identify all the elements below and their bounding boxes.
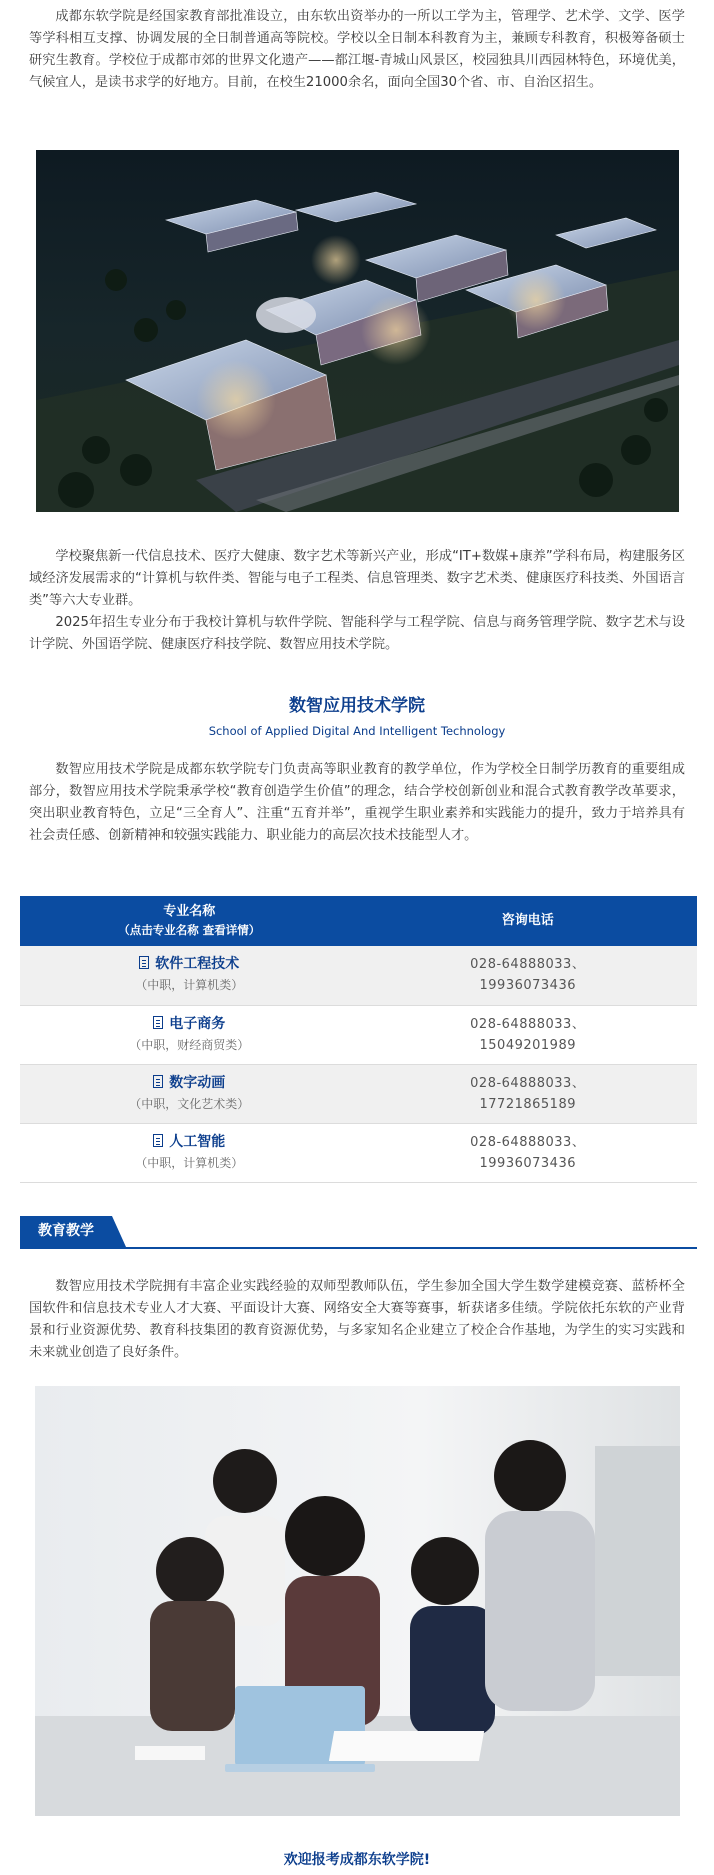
major-link-software-engineering[interactable] — [20, 954, 359, 975]
college-text — [29, 759, 685, 847]
intro-text — [29, 6, 685, 94]
major-name: 人工智能 — [169, 1133, 226, 1150]
document-icon — [153, 1016, 163, 1029]
table-row — [20, 1064, 697, 1123]
campus-aerial-photo — [36, 150, 679, 512]
major-name: 数字动画 — [169, 1074, 226, 1091]
major-cell — [20, 1123, 359, 1182]
phone-mobile: 19936073436 — [479, 1155, 576, 1171]
table-row — [20, 1123, 697, 1182]
header-major-name — [20, 896, 359, 946]
document-icon — [153, 1134, 163, 1147]
phone-landline: 028-64888033、 — [470, 1016, 586, 1032]
major-cell — [20, 1064, 359, 1123]
phone-cell — [359, 1064, 698, 1123]
phone-landline: 028-64888033、 — [470, 1075, 586, 1091]
major-category: （中职，计算机类） — [135, 1155, 244, 1170]
phone-cell — [359, 946, 698, 1005]
teaching-text — [29, 1276, 685, 1364]
phone-mobile: 17721865189 — [479, 1096, 576, 1112]
table-row — [20, 1005, 697, 1064]
major-category: （中职，财经商贸类） — [129, 1037, 250, 1052]
major-cell — [20, 1005, 359, 1064]
college-paragraph: 数智应用技术学院是成都东软学院专门负责高等职业教育的教学单位，作为学校全日制学历教育的重要组成部分，数智应用技术学院秉承学校“教育创造学生价值”的理念，结合学校创新创业和混合式教育教学改革要求，突出职业教育特色，立足“三全育人”、注重“五育并举”，重视学生职业素养和实践能力的提升，致力于培养具有社会责任感、创新精神和较强实践能力、职业能力的高层次技术技能型人才。 — [29, 762, 685, 843]
section-divider — [20, 1247, 697, 1249]
students-photo — [35, 1386, 680, 1816]
college-heading — [0, 695, 714, 739]
college-title-zh: 数智应用技术学院 — [289, 696, 425, 716]
disciplines-paragraph-2: 2025年招生专业分布于我校计算机与软件学院、智能科学与工程学院、信息与商务管理学院、数字艺术与设计学院、外国语学院、健康医疗科技学院、数智应用技术学院。 — [29, 615, 685, 652]
disciplines-paragraph-1: 学校聚焦新一代信息技术、医疗大健康、数字艺术等新兴产业，形成“IT+数媒+康养”学科布局，构建服务区域经济发展需求的“计算机与软件类、智能与电子工程类、信息管理类、数字艺术类、健康医疗科技类、外国语言类”等六大专业群。 — [29, 549, 685, 608]
intro-paragraph: 成都东软学院是经国家教育部批准设立，由东软出资举办的一所以工学为主，管理学、艺术学、文学、医学等学科相互支撑、协调发展的全日制普通高等院校。学校以全日制本科教育为主，兼顾专科教育，积极筹备硕士研究生教育。学校位于成都市郊的世界文化遗产——都江堰-青城山风景区，校园独具川西园林特色，环境优美，气候宜人，是读书求学的好地方。目前，在校生21000余名，面向全国30个省、市、自治区招生。 — [29, 9, 685, 90]
major-link-e-commerce[interactable] — [20, 1014, 359, 1035]
majors-table — [20, 896, 697, 1183]
major-link-digital-animation[interactable] — [20, 1073, 359, 1094]
major-name: 电子商务 — [169, 1015, 226, 1032]
phone-mobile: 15049201989 — [479, 1037, 576, 1053]
major-name: 软件工程技术 — [155, 956, 240, 973]
table-row — [20, 946, 697, 1005]
header-major-hint: （点击专业名称 查看详情） — [118, 923, 261, 937]
header-major-name-label: 专业名称 — [163, 904, 216, 919]
phone-cell — [359, 1123, 698, 1182]
major-cell — [20, 946, 359, 1005]
teaching-paragraph: 数智应用技术学院拥有丰富企业实践经验的双师型教师队伍，学生参加全国大学生数学建模竞赛、蓝桥杯全国软件和信息技术专业人才大赛、平面设计大赛、网络安全大赛等赛事，斩获诸多佳绩。学院依托东软的产业背景和行业资源优势、教育科技集团的教育资源优势，与多家知名企业建立了校企合作基地，为学生的实习实践和未来就业创造了良好条件。 — [29, 1279, 685, 1360]
teaching-section-header — [20, 1216, 697, 1249]
phone-cell — [359, 1005, 698, 1064]
teaching-tag: 教育教学 — [20, 1216, 112, 1247]
college-title-en: School of Applied Digital And Intelligent Technology — [208, 724, 506, 738]
phone-mobile: 19936073436 — [479, 978, 576, 994]
majors-table-header — [20, 896, 697, 946]
disciplines-text — [29, 546, 685, 656]
major-category: （中职，文化艺术类） — [129, 1096, 250, 1111]
document-icon — [153, 1075, 163, 1088]
major-category: （中职，计算机类） — [135, 978, 244, 993]
header-consult-phone: 咨询电话 — [359, 896, 698, 946]
major-link-artificial-intelligence[interactable] — [20, 1132, 359, 1153]
document-icon — [139, 956, 149, 969]
footer-slogan: 欢迎报考成都东软学院! — [283, 1852, 431, 1868]
phone-landline: 028-64888033、 — [470, 957, 586, 973]
phone-landline: 028-64888033、 — [470, 1134, 586, 1150]
